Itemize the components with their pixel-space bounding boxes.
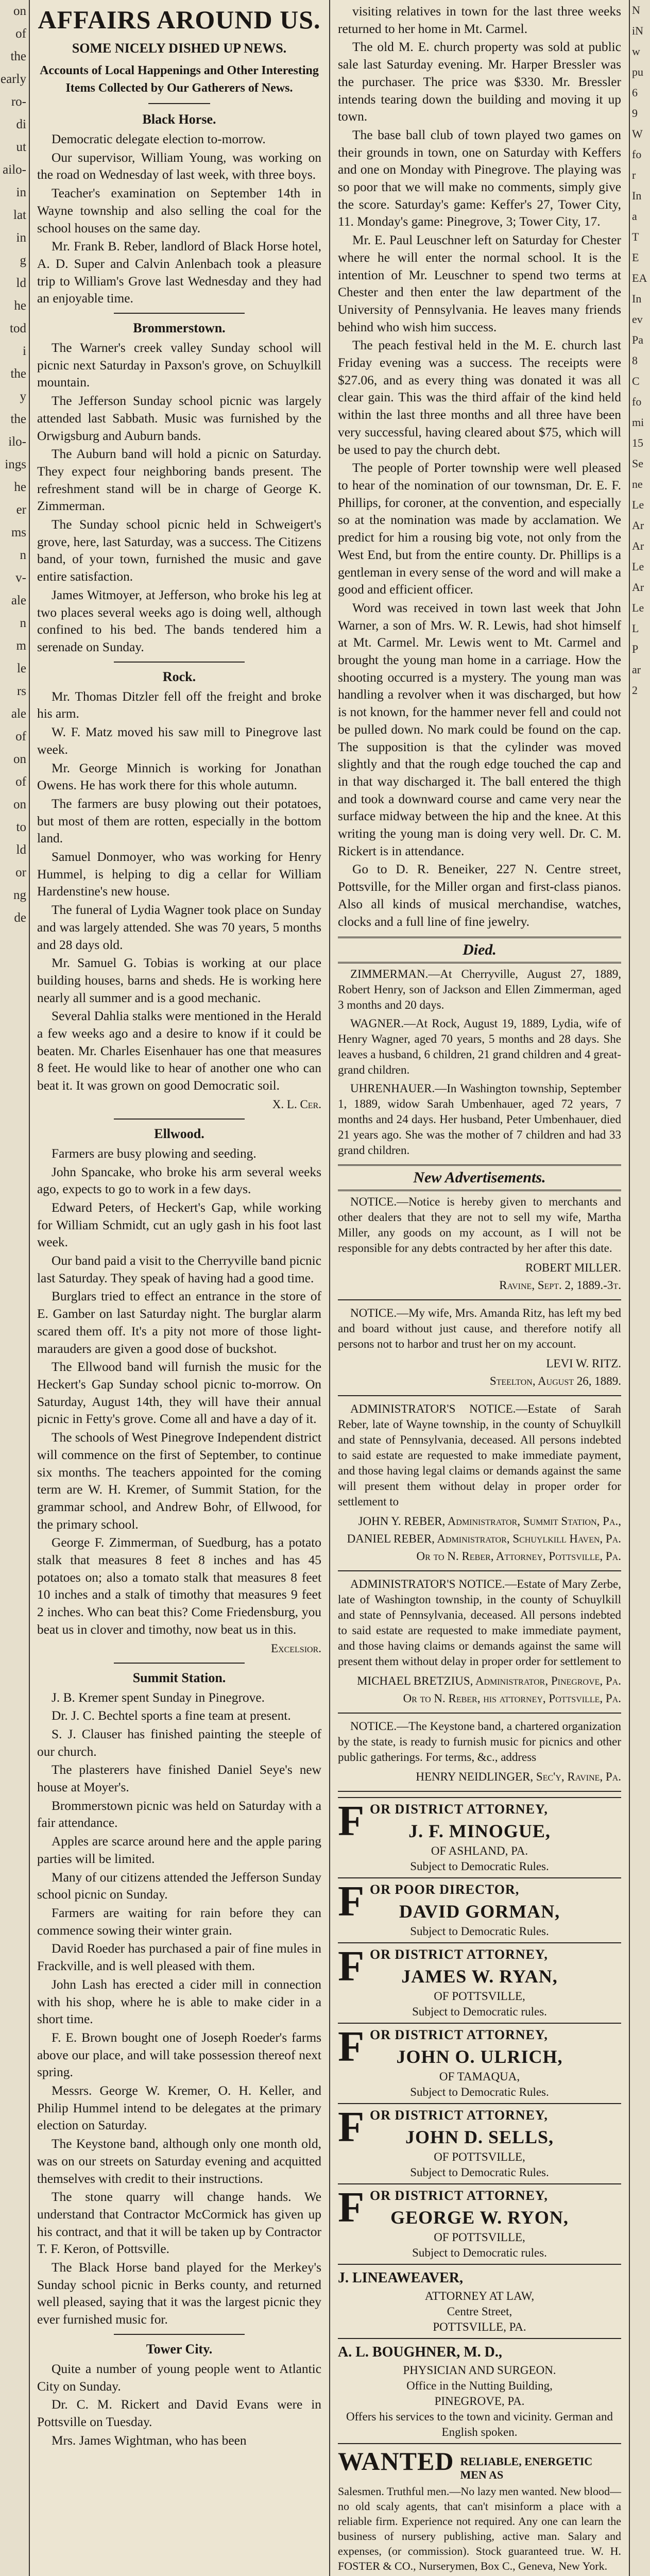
margin-word: n bbox=[20, 616, 26, 630]
candidate-name: GEORGE W. RYON, bbox=[390, 2207, 569, 2228]
margin-word: ng bbox=[13, 888, 26, 902]
margin-word: Le bbox=[632, 560, 644, 573]
doctor-name: A. L. BOUGHNER, M. D., bbox=[338, 2344, 502, 2361]
margin-word: T bbox=[632, 230, 639, 243]
news-paragraph: The old M. E. church property was sold at public sale last Saturday evening. Mr. Harper Bressler was the purchaser. The price was $330. Mr. Bressler intends tearing down the building and moving it up town. bbox=[338, 40, 621, 124]
news-paragraph: The Auburn band will hold a picnic on Saturday. They expect four neighboring bands present. The refreshment stand will be in charge of George K. Zimmerman. bbox=[37, 447, 321, 514]
margin-word: rs bbox=[16, 684, 26, 698]
news-paragraph: J. B. Kremer spent Sunday in Pinegrove. bbox=[52, 1690, 265, 1705]
margin-word: ailo- bbox=[3, 163, 26, 177]
margin-word: ms bbox=[11, 526, 26, 539]
margin-word: Le bbox=[632, 601, 644, 614]
margin-word: ro- bbox=[11, 95, 26, 109]
news-paragraph: The peach festival held in the M. E. church last Friday evening was a success. The receipts were $27.06, and as every thing was donated it was all clear gain. This was the third affair of the kind held within the last three months and all three have been very successful, having cleared about $75, which will be used to pay the church debt. bbox=[338, 338, 621, 457]
candidate-card bbox=[338, 1942, 621, 2023]
news-paragraph: Democratic delegate election to-morrow. bbox=[52, 132, 266, 146]
news-paragraph: John Lash has erected a cider mill in connection with his shop, where he is able to make cider in a short time. bbox=[37, 1977, 321, 2027]
margin-word: of bbox=[15, 775, 26, 789]
section-title: Summit Station. bbox=[132, 1670, 226, 1685]
margin-word: le bbox=[16, 662, 26, 675]
died-heading: Died. bbox=[338, 937, 621, 963]
news-paragraph: visiting relatives in town for the last three weeks returned to her home in Mt. Carmel. bbox=[338, 4, 621, 36]
margin-word: er bbox=[16, 503, 26, 517]
candidate-name: J. F. MINOGUE, bbox=[408, 1821, 551, 1842]
notice-text: NOTICE.—Notice is hereby given to merchants and other dealers that they are not to sell my wife, Martha Miller, any goods on my account, as I will not be responsible for any debts contracted by her after this date. bbox=[338, 1195, 621, 1255]
margin-word: the bbox=[10, 412, 26, 426]
news-paragraph: Dr. C. M. Rickert and David Evans were in Pottsville on Tuesday. bbox=[37, 2397, 321, 2429]
margin-word: r bbox=[632, 168, 636, 181]
candidate-subject: Subject to Democratic Rules. bbox=[410, 1925, 549, 1938]
notice-text: NOTICE.—The Keystone band, a chartered organization by the state, is ready to furnish music for picnics and other public gatherings. For terms, &c., address bbox=[338, 1720, 621, 1764]
subhead: SOME NICELY DISHED UP NEWS. bbox=[72, 41, 287, 56]
drop-cap: F bbox=[338, 1797, 365, 1845]
news-paragraph: Dr. J. C. Bechtel sports a fine team at present. bbox=[52, 1708, 291, 1723]
margin-word: of bbox=[15, 27, 26, 41]
section-divider bbox=[114, 313, 245, 314]
notice-text: ADMINISTRATOR'S NOTICE.—Estate of Mary Zerbe, late of Washington township, in the county of Schuylkill and state of Pennsylvania, deceased. All persons indebted to said estate are requested to make immediate payment, and those having claims or demands against the same will present them without delay in proper order for settlement to bbox=[338, 1578, 621, 1668]
new-advertisements-heading: New Advertisements. bbox=[338, 1164, 621, 1191]
obituary: ZIMMERMAN.—At Cherryville, August 27, 1889, Robert Henry, son of Jackson and Ellen Zimmerman, aged 3 months and 20 days. bbox=[338, 968, 621, 1012]
candidate-place: OF ASHLAND, PA. bbox=[431, 1844, 528, 1858]
margin-word: on bbox=[13, 798, 26, 811]
margin-word: de bbox=[14, 911, 26, 925]
notice-divider bbox=[338, 1713, 621, 1714]
margin-word: or bbox=[15, 866, 26, 879]
news-paragraph: F. E. Brown bought one of Joseph Roeder's farms above our place, and will take possession thereof next spring. bbox=[37, 2030, 321, 2080]
notice-text: NOTICE.—My wife, Mrs. Amanda Ritz, has left my bed and board without just cause, and therefore notify all persons not to harbor and trust her on my account. bbox=[338, 1307, 621, 1351]
notice-date: Or to N. Reber, his attorney, Pottsville, Pa. bbox=[403, 1692, 621, 1705]
margin-word: E bbox=[632, 251, 639, 264]
candidate-name: JOHN D. SELLS, bbox=[405, 2127, 554, 2148]
margin-word: in bbox=[16, 231, 26, 245]
column-affairs-around-us bbox=[32, 0, 328, 2576]
news-paragraph: Word was received in town last week that John Warner, a son of Mrs. W. R. Lewis, had shot himself at Mt. Carmel. Mr. Lewis went to Mt. Carmel and brought the young man home in a carriage. How the shooting occurred is a mystery. The young man was handling a revolver when it was discharged, but how is not known, for the hammer never fell and could not be pulled down. No mark could be found on the cap. The supposition is that the cylinder was moved slightly and that the rough edge touched the cap and in that way discharged it. The ball entered the thigh and took a downward course and came very near the surface midway between the hip and the knee. At this writing the young man is doing very well. Dr. C. M. Rickert is in attendance. bbox=[338, 600, 621, 858]
margin-word: Se bbox=[632, 457, 643, 470]
drop-cap: F bbox=[338, 2183, 365, 2232]
candidate-subject: Subject to Democratic rules. bbox=[412, 2005, 547, 2019]
margin-word: on bbox=[13, 752, 26, 766]
news-paragraph: Burglars tried to effect an entrance in the store of E. Gamber on last Saturday night. The burglar alarm scared them off. It's a pity not more of those light-marauders are given a good dose of buckshot. bbox=[37, 1289, 321, 1356]
news-paragraph: Mr. Samuel G. Tobias is working at our place building houses, barns and sheds. He is working here nearly all summer and is a good mechanic. bbox=[37, 956, 321, 1005]
margin-word: tod bbox=[10, 321, 26, 335]
news-paragraph: Edward Peters, of Heckert's Gap, while working for William Schmidt, cut an ugly gash in his foot last week. bbox=[37, 1200, 321, 1250]
continued-news bbox=[338, 3, 621, 930]
notice-date: Or to N. Reber, Attorney, Pottsville, Pa. bbox=[416, 1550, 621, 1563]
margin-word: Ar bbox=[632, 519, 644, 532]
margin-word: ne bbox=[632, 478, 643, 490]
margin-word: 2 bbox=[632, 684, 638, 697]
margin-word: on bbox=[13, 4, 26, 18]
margin-word: Ar bbox=[632, 539, 644, 552]
margin-word: ale bbox=[11, 594, 26, 607]
news-paragraph: Teacher's examination on September 14th in Wayne township and also selling the coal for the school houses on the same day. bbox=[37, 186, 321, 235]
margin-word: a bbox=[632, 210, 637, 223]
news-paragraph: Our supervisor, William Young, was working on the road on Wednesday of last week, with three boys. bbox=[37, 150, 321, 182]
news-paragraph: The Keystone band, although only one month old, was on our streets on Saturday evening and acquitted themselves with credit to their instructions. bbox=[37, 2137, 321, 2186]
margin-word: P bbox=[632, 642, 639, 655]
news-paragraph: The funeral of Lydia Wagner took place on Sunday and was largely attended. She was 70 years, 5 months and 28 days old. bbox=[37, 903, 321, 952]
section-divider bbox=[114, 2334, 245, 2335]
local-news-sections bbox=[37, 110, 321, 2449]
margin-word: to bbox=[16, 820, 26, 834]
drop-cap: F bbox=[338, 1877, 365, 1926]
notice-signer: LEVI W. RITZ. bbox=[546, 1357, 621, 1370]
notice-signer: MICHAEL BRETZIUS, Administrator, Pinegrove, Pa. bbox=[357, 1674, 621, 1688]
news-paragraph: James Witmoyer, at Jefferson, who broke his leg at two places several weeks ago is doing well, although confined to his bed. The bands tendered him a serenade on Sunday. bbox=[37, 587, 321, 654]
margin-word: fo bbox=[632, 395, 642, 408]
candidate-office: OR DISTRICT ATTORNEY, bbox=[370, 2108, 548, 2123]
section-divider bbox=[114, 1663, 245, 1664]
margin-word: di bbox=[16, 117, 26, 131]
margin-word: 6 bbox=[632, 86, 638, 99]
margin-word: the bbox=[10, 367, 26, 381]
news-paragraph: Apples are scarce around here and the apple paring parties will be limited. bbox=[37, 1834, 321, 1866]
news-paragraph: The Warner's creek valley Sunday school will picnic next Saturday in Paxson's grove, on Schuylkill mountain. bbox=[37, 341, 321, 390]
margin-word: ld bbox=[16, 843, 26, 857]
wanted-body: Salesmen. Truthful men.—No lazy men wanted. New blood—no old scaly agents, that can't misinform a place with a reliable firm. Experience not required. Any one can learn the business of nursery publishing, active man. Salary and expenses, (or commission). Stock guaranteed true. W. H. FOSTER & CO., Nurserymen, Box C., Geneva, New York. bbox=[338, 2484, 621, 2572]
drop-cap: F bbox=[338, 2103, 365, 2151]
margin-word: ev bbox=[632, 313, 643, 326]
margin-word: he bbox=[14, 480, 26, 494]
section-title: Tower City. bbox=[146, 2341, 213, 2357]
lawyer-line: POTTSVILLE, PA. bbox=[433, 2320, 526, 2334]
deck: Accounts of Local Happenings and Other Interesting Items Collected by Our Gatherers of News. bbox=[40, 64, 319, 95]
news-paragraph: Our band paid a visit to the Cherryville band picnic last Saturday. They speak of having had a good time. bbox=[37, 1253, 321, 1285]
doctor-line: Offers his services to the town and vicinity. German and English spoken. bbox=[346, 2410, 613, 2439]
candidate-card bbox=[338, 2183, 621, 2264]
section-divider bbox=[114, 662, 245, 663]
doctor-line: PHYSICIAN AND SURGEON. bbox=[403, 2364, 556, 2377]
candidate-card bbox=[338, 1797, 621, 1877]
news-paragraph: The Sunday school picnic held in Schweigert's grove, here, last Saturday, was a success. The Citizens band, of your town, furnished the music and gave entire satisfaction. bbox=[37, 517, 321, 584]
margin-word: Pa bbox=[632, 333, 643, 346]
candidate-name: JAMES W. RYAN, bbox=[401, 1966, 558, 1987]
section-title: Rock. bbox=[162, 669, 196, 684]
margin-word: the bbox=[10, 49, 26, 63]
news-paragraph: Several Dahlia stalks were mentioned in the Herald a few weeks ago and a desire to know if it could be beaten. Mr. Charles Eisenhauer has one that measures 8 feet. He would like to hear of another one who can beat it. It was grown on good Democratic soil. bbox=[37, 1009, 321, 1093]
margin-word: C bbox=[632, 375, 640, 387]
news-paragraph: Many of our citizens attended the Jefferson Sunday school picnic on Sunday. bbox=[37, 1870, 321, 1902]
lawyer-card bbox=[338, 2264, 621, 2338]
notice-signer: JOHN Y. REBER, Administrator, Summit Station, Pa., DANIEL REBER, Administrator, Schuylkill Haven, Pa. bbox=[347, 1515, 621, 1546]
candidate-subject: Subject to Democratic Rules. bbox=[410, 1860, 549, 1873]
doctor-line: PINEGROVE, PA. bbox=[434, 2395, 525, 2408]
column-continued bbox=[332, 0, 626, 2576]
wanted-headline: WANTED bbox=[338, 2447, 454, 2476]
divider bbox=[148, 103, 210, 104]
news-paragraph: The people of Porter township were well pleased to hear of the nomination of our townsman, Dr. E. F. Phillips, for coroner, at the convention, and especially so at the nomination was made by acclamation. We predict for him a rousing big vote, not only from the West End, but from the entire county. Dr. Phillips is a gentleman in every sense of the word and will make a good and efficient officer. bbox=[338, 461, 621, 597]
margin-word: ale bbox=[11, 707, 26, 721]
candidate-office: OR POOR DIRECTOR, bbox=[370, 1882, 520, 1897]
margin-word: g bbox=[20, 253, 26, 267]
obituary: WAGNER.—At Rock, August 19, 1889, Lydia, wife of Henry Wagner, aged 70 years, 5 months and 28 days. She leaves a husband, 6 children, 21 grand children and 4 great-grand children. bbox=[338, 1017, 621, 1077]
news-paragraph: Mr. George Minnich is working for Jonathan Owens. He has work there for this whole autumn. bbox=[37, 760, 321, 793]
section-title: Brommerstown. bbox=[133, 320, 226, 336]
margin-word: Ar bbox=[632, 581, 644, 594]
notice-date: Steelton, August 26, 1889. bbox=[489, 1375, 621, 1388]
section-divider bbox=[114, 1118, 245, 1120]
news-paragraph: Farmers are waiting for rain before they can commence sowing their winter grain. bbox=[37, 1905, 321, 1938]
margin-word: early bbox=[1, 72, 26, 86]
candidate-place: OF POTTSVILLE, bbox=[434, 2231, 525, 2244]
news-paragraph: Brommerstown picnic was held on Saturday with a fair attendance. bbox=[37, 1798, 321, 1831]
news-paragraph: George F. Zimmerman, of Suedburg, has a potato stalk that measures 8 feet 8 inches and has 45 potatoes on; also a tomato stalk that measures 8 feet 10 inches and a stalk of timothy that measures 9 feet 2 inches. Who can beat this? Come Friedensburg, you beat us in clover and timothy, now beat us in this. bbox=[37, 1535, 321, 1637]
obituary: UHRENHAUER.—In Washington township, September 1, 1889, widow Sarah Umbenhauer, aged 72 years, 7 months and 24 days. Her husband, Peter Umbenhauer, died 21 years ago. She was the mother of 7 children and had 33 grand children. bbox=[338, 1082, 621, 1157]
news-paragraph: Farmers are busy plowing and seeding. bbox=[52, 1146, 256, 1161]
candidate-place: OF TAMAQUA, bbox=[439, 2070, 520, 2083]
news-paragraph: Messrs. George W. Kremer, O. H. Keller, and Philip Hummel intend to be delegates at the primary election on Saturday. bbox=[37, 2083, 321, 2133]
news-paragraph: The Black Horse band played for the Merkey's Sunday school picnic in Berks county, and returned well pleased, saying that it was the largest picnic they ever furnished music for. bbox=[37, 2260, 321, 2327]
masthead: AFFAIRS AROUND US. bbox=[38, 5, 321, 34]
notice-divider bbox=[338, 1395, 621, 1396]
notice-text: ADMINISTRATOR'S NOTICE.—Estate of Sarah Reber, late of Wayne township, in the county of Schuylkill and state of Pennsylvania, deceased. All persons indebted to said estate are requested to make immediate payment, and those having legal claims or demands against the same will present them without delay in proper order for settlement to bbox=[338, 1402, 621, 1509]
margin-word: ld bbox=[16, 276, 26, 290]
doctor-line: Office in the Nutting Building, bbox=[406, 2379, 553, 2393]
news-paragraph: Mr. Frank B. Reber, landlord of Black Horse hotel, A. D. Super and Calvin Anlenbach took a pleasure trip to William's Grove last Wednesday and they had an enjoyable time. bbox=[37, 239, 321, 306]
candidate-subject: Subject to Democratic Rules. bbox=[410, 2166, 549, 2179]
margin-word: pu bbox=[632, 65, 643, 78]
section-title: Black Horse. bbox=[142, 112, 216, 127]
margin-word: fo bbox=[632, 148, 642, 161]
news-paragraph: Quite a number of young people went to Atlantic City on Sunday. bbox=[37, 2361, 321, 2394]
candidate-name: JOHN O. ULRICH, bbox=[396, 2046, 563, 2067]
candidate-place: OF POTTSVILLE, bbox=[434, 2150, 525, 2164]
news-paragraph: S. J. Clauser has finished painting the steeple of our church. bbox=[37, 1726, 321, 1759]
news-paragraph: Mr. E. Paul Leuschner left on Saturday for Chester where he will enter the normal school. It is the intention of Mr. Leuschner to spend two terms at Chester and then enter the law department of the University of Pennsylvania. He leaves many friends behind who wish him success. bbox=[338, 233, 621, 334]
margin-word: iN bbox=[632, 24, 643, 37]
doctor-card bbox=[338, 2338, 621, 2443]
correspondent-signature: X. L. Cer. bbox=[272, 1097, 321, 1111]
news-paragraph: The base ball club of town played two games on their grounds in town, one on Saturday with Keffers and one on Monday with Pinegrove. The playing was so poor that we will make no comments, simply give the score. Saturday's game: Keffer's 27, Tower City, 11. Monday's game: Pinegrove, 3; Tower City, 17. bbox=[338, 127, 621, 229]
correspondent-signature: Excelsior. bbox=[270, 1641, 321, 1655]
margin-word: mi bbox=[632, 416, 644, 429]
drop-cap: F bbox=[338, 2023, 365, 2071]
candidate-cards bbox=[338, 1797, 621, 2264]
column-rule bbox=[329, 0, 330, 2576]
news-paragraph: The farmers are busy plowing out their potatoes, but most of them are rotten, especially in the bottom land. bbox=[37, 796, 321, 846]
news-paragraph: The stone quarry will change hands. We understand that Contractor McCormick has given up his contract, and that it will be taken up by Contractor T. F. Keron, of Pottsville. bbox=[37, 2190, 321, 2257]
candidate-subject: Subject to Democratic rules. bbox=[412, 2246, 547, 2260]
candidate-card bbox=[338, 2023, 621, 2103]
lawyer-name: J. LINEAWEAVER, bbox=[338, 2270, 463, 2286]
candidate-place: OF POTTSVILLE, bbox=[434, 1990, 525, 2003]
section-title: Ellwood. bbox=[154, 1126, 204, 1141]
margin-word: m bbox=[16, 639, 26, 653]
margin-word: w bbox=[632, 45, 640, 58]
margin-word: ilo- bbox=[8, 435, 26, 449]
margin-word: W bbox=[632, 127, 643, 140]
candidate-office: OR DISTRICT ATTORNEY, bbox=[370, 2188, 548, 2204]
margin-word: y bbox=[20, 389, 26, 403]
candidate-name: DAVID GORMAN, bbox=[399, 1901, 560, 1922]
candidate-office: OR DISTRICT ATTORNEY, bbox=[370, 1947, 548, 1962]
news-paragraph: Mrs. James Wightman, who has been bbox=[52, 2433, 247, 2448]
candidate-card bbox=[338, 1877, 621, 1942]
candidate-card bbox=[338, 2103, 621, 2183]
news-paragraph: David Roeder has purchased a pair of fine mules in Frackville, and is well pleased with them. bbox=[37, 1941, 321, 1974]
candidate-office: OR DISTRICT ATTORNEY, bbox=[370, 2027, 548, 2043]
news-paragraph: The plasterers have finished Daniel Seye's new house at Moyer's. bbox=[37, 1762, 321, 1795]
notice-divider bbox=[338, 1791, 621, 1792]
notice-signer: ROBERT MILLER. bbox=[525, 1261, 621, 1275]
margin-word: N bbox=[632, 4, 640, 16]
drop-cap: F bbox=[338, 1942, 365, 1991]
margin-word: ings bbox=[5, 457, 26, 471]
lawyer-line: Centre Street, bbox=[447, 2305, 512, 2318]
margin-word: L bbox=[632, 622, 639, 635]
margin-word: 9 bbox=[632, 107, 638, 120]
margin-word: lat bbox=[13, 208, 26, 222]
wanted-subline: RELIABLE, ENERGETIC MEN AS bbox=[460, 2454, 593, 2481]
margin-word: ut bbox=[16, 140, 26, 154]
margin-word: EA bbox=[632, 272, 647, 284]
margin-word: n bbox=[20, 548, 26, 562]
margin-word: ar bbox=[632, 663, 641, 676]
notice-signer: HENRY NEIDLINGER, Sec'y, Ravine, Pa. bbox=[416, 1770, 621, 1784]
candidate-subject: Subject to Democratic Rules. bbox=[410, 2086, 549, 2099]
news-paragraph: Go to D. R. Beneiker, 227 N. Centre street, Pottsville, for the Miller organ and first-class pianos. Also all kinds of musical merchandise, watches, clocks and a full line of fine jewelry. bbox=[338, 862, 621, 929]
margin-word: Le bbox=[632, 498, 644, 511]
notice-date: Ravine, Sept. 2, 1889.-3t. bbox=[499, 1279, 621, 1292]
margin-word: 8 bbox=[632, 354, 638, 367]
legal-notices bbox=[338, 1194, 621, 1792]
right-margin-fragment bbox=[629, 0, 650, 2576]
lawyer-line: ATTORNEY AT LAW, bbox=[424, 2290, 535, 2303]
news-paragraph: The Ellwood band will furnish the music for the Heckert's Gap Sunday school picnic to-morrow. On Saturday, August 14th, they will have their annual picnic in Fetty's grove. Come all and have a day of it. bbox=[37, 1360, 321, 1427]
candidate-office: OR DISTRICT ATTORNEY, bbox=[370, 1802, 548, 1817]
wanted-ad bbox=[338, 2443, 621, 2573]
news-paragraph: Mr. Thomas Ditzler fell off the freight and broke his arm. bbox=[37, 689, 321, 721]
notice-divider bbox=[338, 1570, 621, 1571]
margin-word: of bbox=[15, 730, 26, 743]
news-paragraph: W. F. Matz moved his saw mill to Pinegrove last week. bbox=[37, 725, 321, 757]
news-paragraph: John Spancake, who broke his arm several weeks ago, expects to go to work in a few days. bbox=[37, 1164, 321, 1197]
margin-word: in bbox=[16, 185, 26, 199]
margin-word: he bbox=[14, 299, 26, 313]
margin-word: v- bbox=[15, 571, 26, 585]
margin-word: i bbox=[23, 344, 26, 358]
margin-word: In bbox=[632, 292, 642, 305]
left-margin-fragment bbox=[0, 0, 30, 2576]
news-paragraph: Samuel Donmoyer, who was working for Henry Hummel, is helping to dig a cellar for William Hardenstine's new house. bbox=[37, 850, 321, 899]
obituaries bbox=[338, 967, 621, 1158]
margin-word: In bbox=[632, 189, 642, 202]
notice-divider bbox=[338, 1299, 621, 1300]
news-paragraph: The schools of West Pinegrove Independent district will commence on the first of September, to continue six months. The teachers appointed for the coming term are W. H. Kremer, of Summit Station, for the grammar school, and Andrew Bohr, of Ellwood, for the primary school. bbox=[37, 1430, 321, 1532]
news-paragraph: The Jefferson Sunday school picnic was largely attended last Sabbath. Music was furnished by the Orwigsburg and Auburn bands. bbox=[37, 394, 321, 443]
margin-word: 15 bbox=[632, 436, 643, 449]
